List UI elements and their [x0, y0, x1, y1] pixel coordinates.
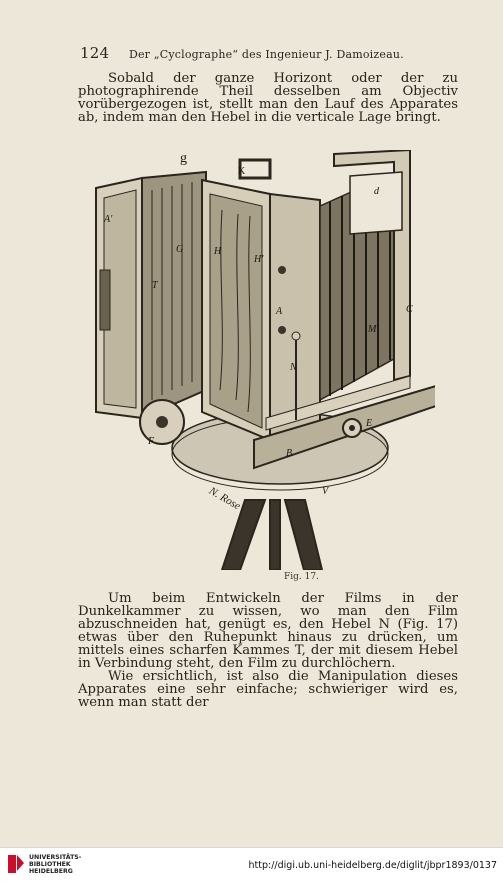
camera-body: [202, 160, 320, 440]
label-c: C: [406, 304, 413, 315]
permalink-url[interactable]: http://digi.ub.uni-heidelberg.de/diglit/jbpr1893/0137: [248, 860, 497, 871]
logo-text-line-3: HEIDELBERG: [29, 867, 73, 875]
paragraph-1: [78, 72, 458, 124]
running-header: [80, 44, 460, 62]
label-f: F: [148, 436, 155, 447]
label-n: N: [290, 362, 297, 373]
logo-text-line-1: UNIVERSITÄTS-: [29, 853, 82, 861]
figure-caption: Fig. 17.: [284, 572, 319, 582]
label-g-cap: G: [176, 244, 184, 255]
label-t: T: [152, 280, 158, 291]
label-a-prime: A': [104, 214, 113, 225]
label-a: A: [276, 306, 283, 317]
paragraph-1-text: Sobald der ganze Horizont oder der zu photographirende Theil desselben am Objectiv vorübergezogen ist, stellt man den Lauf des Apparates ab, indem man den Hebel in die verticale Lage bringt.: [78, 71, 458, 125]
label-g: g: [180, 151, 187, 166]
open-door: [96, 172, 206, 418]
library-logo[interactable]: [6, 853, 81, 875]
viewer-footer: [0, 847, 503, 884]
label-h-prime: H': [254, 254, 264, 265]
label-e: E: [366, 418, 373, 429]
label-h: H: [214, 246, 222, 257]
label-v: V: [322, 486, 329, 497]
label-k: K: [238, 166, 246, 177]
label-d: d: [374, 186, 379, 197]
library-logo-icon: [6, 853, 26, 875]
running-title: Der „Cyclographe“ des Ingenieur J. Damoizeau.: [128, 48, 404, 61]
paragraph-2a-text: Um beim Entwickeln der Films in der Dunkelkammer zu wissen, wo man den Film abzuschneiden hat, genügt es, den Hebel N (Fig. 17) etwas über den Ruhepunkt hinaus zu drücken, um mittels eines scharfen Kammes T, der mit diesem Hebel in Verbindung steht, den Film zu durchlöchern.: [78, 591, 458, 671]
paragraph-2: [78, 592, 458, 709]
library-logo-text: [29, 854, 81, 875]
camera-illustration: [90, 150, 435, 570]
engraver-signature: N. Rose: [206, 484, 243, 513]
label-b: B: [286, 448, 293, 459]
wheel-f-hub: [156, 416, 168, 428]
paragraph-2b-text: Wie ersichtlich, ist also die Manipulation dieses Apparates eine sehr einfache; schwieriger wird es, wenn man statt der: [78, 669, 458, 710]
page-number: 124: [80, 44, 110, 62]
logo-text-line-2: BIBLIOTHEK: [29, 860, 71, 868]
label-m: M: [368, 324, 377, 335]
